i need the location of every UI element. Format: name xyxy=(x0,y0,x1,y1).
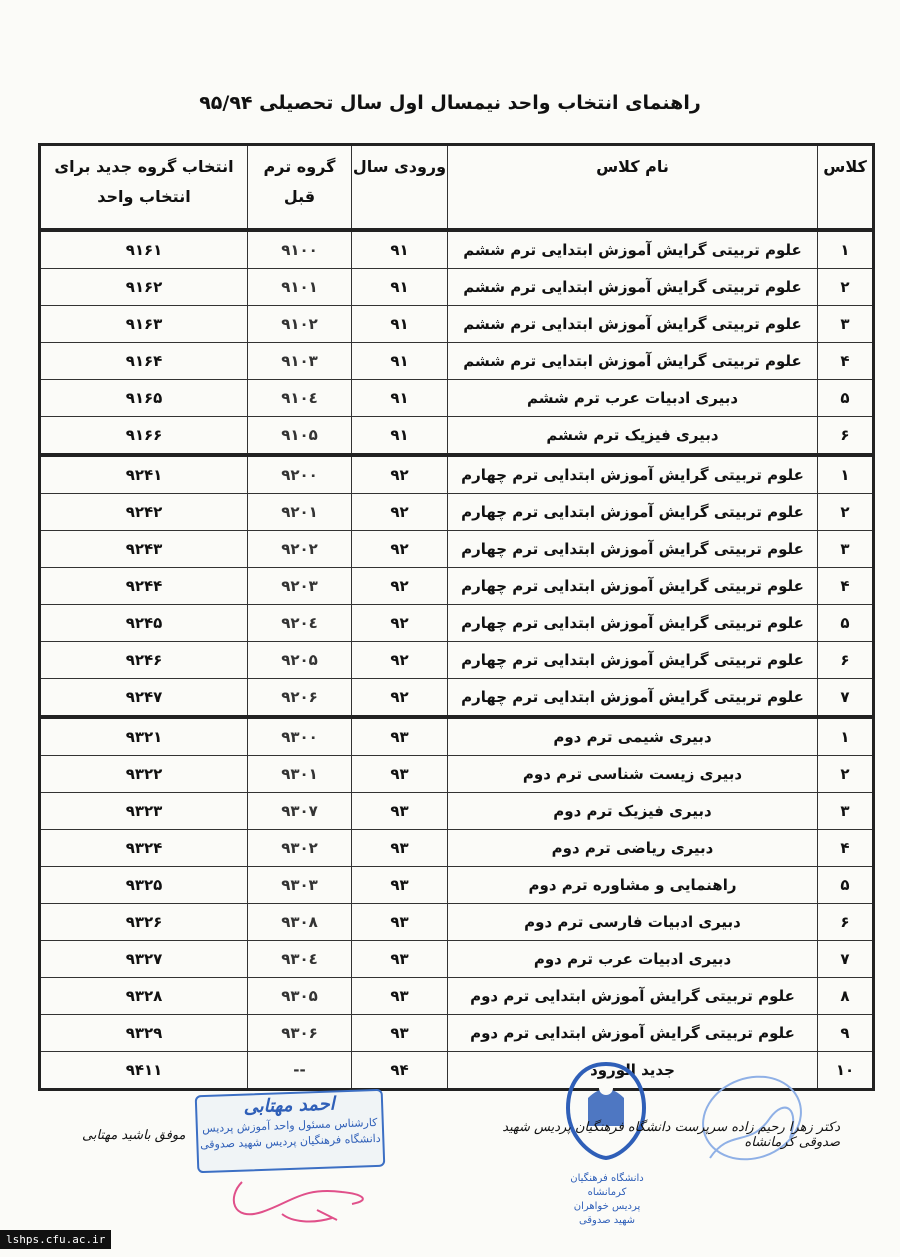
site-watermark[interactable]: lshps.cfu.ac.ir xyxy=(0,1230,111,1249)
entry-year-cell: ۹۱ xyxy=(352,380,448,417)
new-group-cell: ۹۲۴۲ xyxy=(40,494,248,531)
entry-year-cell: ۹۲ xyxy=(352,568,448,605)
class-name-cell: علوم تربیتی گرایش آموزش ابتدایی ترم ششم xyxy=(448,269,818,306)
table-row xyxy=(40,756,874,793)
entry-year-cell: ۹۲ xyxy=(352,605,448,642)
prev-group-cell: ۹۲۰۰ xyxy=(248,455,352,494)
entry-year-cell: ۹۲ xyxy=(352,494,448,531)
prev-group-cell: ۹۳۰۰ xyxy=(248,717,352,756)
class-name-cell: دبیری شیمی ترم دوم xyxy=(448,717,818,756)
entry-year-cell: ۹۳ xyxy=(352,1015,448,1052)
signatory-line: دکتر زهرا رحیم زاده سرپرست دانشگاه فرهنگیان پردیس شهید صدوقی کرمانشاه xyxy=(502,1120,840,1150)
new-group-cell: ۹۲۴۷ xyxy=(40,679,248,718)
prev-group-cell: ۹۳۰۳ xyxy=(248,867,352,904)
class-name-cell: راهنمایی و مشاوره ترم دوم xyxy=(448,867,818,904)
signature-pink xyxy=(222,1152,382,1232)
new-group-cell: ۹۳۲۳ xyxy=(40,793,248,830)
class-name-cell: علوم تربیتی گرایش آموزش ابتدایی ترم ششم xyxy=(448,343,818,380)
class-name-cell: دبیری ادبیات عرب ترم دوم xyxy=(448,941,818,978)
prev-group-cell: ۹۲۰۲ xyxy=(248,531,352,568)
prev-group-cell: ۹۳۰۷ xyxy=(248,793,352,830)
class-name-cell: علوم تربیتی گرایش آموزش ابتدایی ترم چهارم xyxy=(448,531,818,568)
class-name-cell: علوم تربیتی گرایش آموزش ابتدایی ترم دوم xyxy=(448,1015,818,1052)
class-number-cell: ۶ xyxy=(818,417,874,456)
entry-year-cell: ۹۳ xyxy=(352,978,448,1015)
table-row xyxy=(40,230,874,269)
header-class-no: کلاس xyxy=(818,145,874,231)
table-body xyxy=(40,230,874,1090)
new-group-cell: ۹۱۶۴ xyxy=(40,343,248,380)
stamp-title: کارشناس مسئول واحد آموزش پردیس xyxy=(201,1115,378,1136)
new-group-cell: ۹۳۲۹ xyxy=(40,1015,248,1052)
table-row xyxy=(40,1015,874,1052)
new-group-cell: ۹۳۲۷ xyxy=(40,941,248,978)
class-number-cell: ۲ xyxy=(818,756,874,793)
new-group-cell: ۹۲۴۳ xyxy=(40,531,248,568)
class-name-cell: علوم تربیتی گرایش آموزش ابتدایی ترم چهارم xyxy=(448,642,818,679)
entry-year-cell: ۹۳ xyxy=(352,717,448,756)
table-row xyxy=(40,568,874,605)
new-group-cell: ۹۲۴۶ xyxy=(40,642,248,679)
class-name-cell: علوم تربیتی گرایش آموزش ابتدایی ترم دوم xyxy=(448,978,818,1015)
entry-year-cell: ۹۳ xyxy=(352,756,448,793)
entry-year-cell: ۹۳ xyxy=(352,830,448,867)
new-group-cell: ۹۴۱۱ xyxy=(40,1052,248,1090)
header-new-group: انتخاب گروه جدید برای انتخاب واحد xyxy=(40,145,248,231)
new-group-cell: ۹۳۲۸ xyxy=(40,978,248,1015)
class-name-cell: جدید الورود xyxy=(448,1052,818,1090)
class-number-cell: ۴ xyxy=(818,830,874,867)
entry-year-cell: ۹۱ xyxy=(352,269,448,306)
table-row xyxy=(40,679,874,718)
class-number-cell: ۱ xyxy=(818,455,874,494)
class-number-cell: ۵ xyxy=(818,380,874,417)
entry-year-cell: ۹۱ xyxy=(352,306,448,343)
class-number-cell: ۲ xyxy=(818,494,874,531)
class-number-cell: ۴ xyxy=(818,343,874,380)
entry-year-cell: ۹۱ xyxy=(352,343,448,380)
new-group-cell: ۹۱۶۳ xyxy=(40,306,248,343)
entry-year-cell: ۹۴ xyxy=(352,1052,448,1090)
table-row xyxy=(40,306,874,343)
new-group-cell: ۹۱۶۱ xyxy=(40,230,248,269)
class-number-cell: ۴ xyxy=(818,568,874,605)
table-row xyxy=(40,793,874,830)
class-number-cell: ۶ xyxy=(818,904,874,941)
new-group-cell: ۹۳۲۵ xyxy=(40,867,248,904)
entry-year-cell: ۹۲ xyxy=(352,531,448,568)
class-name-cell: دبیری ادبیات عرب ترم ششم xyxy=(448,380,818,417)
class-name-cell: علوم تربیتی گرایش آموزش ابتدایی ترم ششم xyxy=(448,230,818,269)
class-number-cell: ۳ xyxy=(818,306,874,343)
header-prev-group: گروه ترم قبل xyxy=(248,145,352,231)
class-name-cell: دبیری ریاضی ترم دوم xyxy=(448,830,818,867)
entry-year-cell: ۹۲ xyxy=(352,455,448,494)
prev-group-cell: ۹۳۰٤ xyxy=(248,941,352,978)
prev-group-cell: ۹۲۰۶ xyxy=(248,679,352,718)
class-number-cell: ۳ xyxy=(818,531,874,568)
prev-group-cell: ۹۱۰۰ xyxy=(248,230,352,269)
course-group-table xyxy=(38,143,875,1091)
class-number-cell: ۹ xyxy=(818,1015,874,1052)
entry-year-cell: ۹۲ xyxy=(352,642,448,679)
new-group-cell: ۹۲۴۴ xyxy=(40,568,248,605)
table-row xyxy=(40,455,874,494)
prev-group-cell: ۹۳۰۵ xyxy=(248,978,352,1015)
entry-year-cell: ۹۱ xyxy=(352,230,448,269)
class-name-cell: دبیری ادبیات فارسی ترم دوم xyxy=(448,904,818,941)
table-row xyxy=(40,380,874,417)
table-row xyxy=(40,978,874,1015)
prev-group-cell: ۹۳۰۱ xyxy=(248,756,352,793)
new-group-cell: ۹۳۲۴ xyxy=(40,830,248,867)
prev-group-cell: ۹۲۰٤ xyxy=(248,605,352,642)
prev-group-cell: ۹۱۰۳ xyxy=(248,343,352,380)
entry-year-cell: ۹۳ xyxy=(352,941,448,978)
class-name-cell: علوم تربیتی گرایش آموزش ابتدایی ترم چهارم xyxy=(448,455,818,494)
table-row xyxy=(40,343,874,380)
seal-line-3: شهید صدوقی xyxy=(578,1215,636,1226)
new-group-cell: ۹۱۶۵ xyxy=(40,380,248,417)
class-number-cell: ۲ xyxy=(818,269,874,306)
class-name-cell: دبیری زیست شناسی ترم دوم xyxy=(448,756,818,793)
prev-group-cell: -- xyxy=(248,1052,352,1090)
class-number-cell: ۵ xyxy=(818,605,874,642)
new-group-cell: ۹۳۲۲ xyxy=(40,756,248,793)
seal-caption xyxy=(552,1172,662,1228)
prev-group-cell: ۹۲۰۳ xyxy=(248,568,352,605)
seal-line-2: پردیس خواهران xyxy=(573,1201,641,1212)
prev-group-cell: ۹۱۰۱ xyxy=(248,269,352,306)
new-group-cell: ۹۱۶۲ xyxy=(40,269,248,306)
table-row xyxy=(40,494,874,531)
new-group-cell: ۹۲۴۱ xyxy=(40,455,248,494)
prev-group-cell: ۹۱۰۲ xyxy=(248,306,352,343)
class-number-cell: ۶ xyxy=(818,642,874,679)
table-row xyxy=(40,642,874,679)
table-row xyxy=(40,269,874,306)
table-row xyxy=(40,904,874,941)
page-title: راهنمای انتخاب واحد نیمسال اول سال تحصیلی ۹۵/۹۴ xyxy=(199,92,701,114)
class-number-cell: ۳ xyxy=(818,793,874,830)
new-group-cell: ۹۲۴۵ xyxy=(40,605,248,642)
seal-line-1: دانشگاه فرهنگیان کرمانشاه xyxy=(570,1173,644,1198)
stamp-name: احمد مهتابی xyxy=(243,1093,336,1118)
new-group-cell: ۹۳۲۶ xyxy=(40,904,248,941)
entry-year-cell: ۹۳ xyxy=(352,793,448,830)
table-row xyxy=(40,717,874,756)
entry-year-cell: ۹۲ xyxy=(352,679,448,718)
class-name-cell: علوم تربیتی گرایش آموزش ابتدایی ترم چهارم xyxy=(448,494,818,531)
prev-group-cell: ۹۲۰۱ xyxy=(248,494,352,531)
prev-group-cell: ۹۳۰۶ xyxy=(248,1015,352,1052)
class-number-cell: ۵ xyxy=(818,867,874,904)
class-number-cell: ۱ xyxy=(818,717,874,756)
header-entry-year: ورودی سال xyxy=(352,145,448,231)
header-class-name: نام کلاس xyxy=(448,145,818,231)
prev-group-cell: ۹۳۰۸ xyxy=(248,904,352,941)
class-name-cell: علوم تربیتی گرایش آموزش ابتدایی ترم چهارم xyxy=(448,679,818,718)
new-group-cell: ۹۱۶۶ xyxy=(40,417,248,456)
class-name-cell: علوم تربیتی گرایش آموزش ابتدایی ترم چهارم xyxy=(448,568,818,605)
prev-group-cell: ۹۱۰۵ xyxy=(248,417,352,456)
class-name-cell: دبیری فیزیک ترم ششم xyxy=(448,417,818,456)
class-name-cell: علوم تربیتی گرایش آموزش ابتدایی ترم چهارم xyxy=(448,605,818,642)
prev-group-cell: ۹۲۰۵ xyxy=(248,642,352,679)
class-number-cell: ۷ xyxy=(818,941,874,978)
prev-group-cell: ۹۳۰۲ xyxy=(248,830,352,867)
table-row xyxy=(40,531,874,568)
table-row xyxy=(40,605,874,642)
closing-note: موفق باشید مهتابی xyxy=(82,1128,186,1143)
table-row xyxy=(40,830,874,867)
class-number-cell: ۱ xyxy=(818,230,874,269)
class-number-cell: ۸ xyxy=(818,978,874,1015)
entry-year-cell: ۹۳ xyxy=(352,904,448,941)
class-name-cell: دبیری فیزیک ترم دوم xyxy=(448,793,818,830)
entry-year-cell: ۹۱ xyxy=(352,417,448,456)
table-row xyxy=(40,417,874,456)
table-row xyxy=(40,867,874,904)
table-header xyxy=(40,145,874,231)
class-number-cell: ۱۰ xyxy=(818,1052,874,1090)
new-group-cell: ۹۳۲۱ xyxy=(40,717,248,756)
stamp-institution: دانشگاه فرهنگیان پردیس شهید صدوقی xyxy=(199,1131,381,1152)
entry-year-cell: ۹۳ xyxy=(352,867,448,904)
prev-group-cell: ۹۱۰٤ xyxy=(248,380,352,417)
class-number-cell: ۷ xyxy=(818,679,874,718)
table-row xyxy=(40,941,874,978)
class-name-cell: علوم تربیتی گرایش آموزش ابتدایی ترم ششم xyxy=(448,306,818,343)
